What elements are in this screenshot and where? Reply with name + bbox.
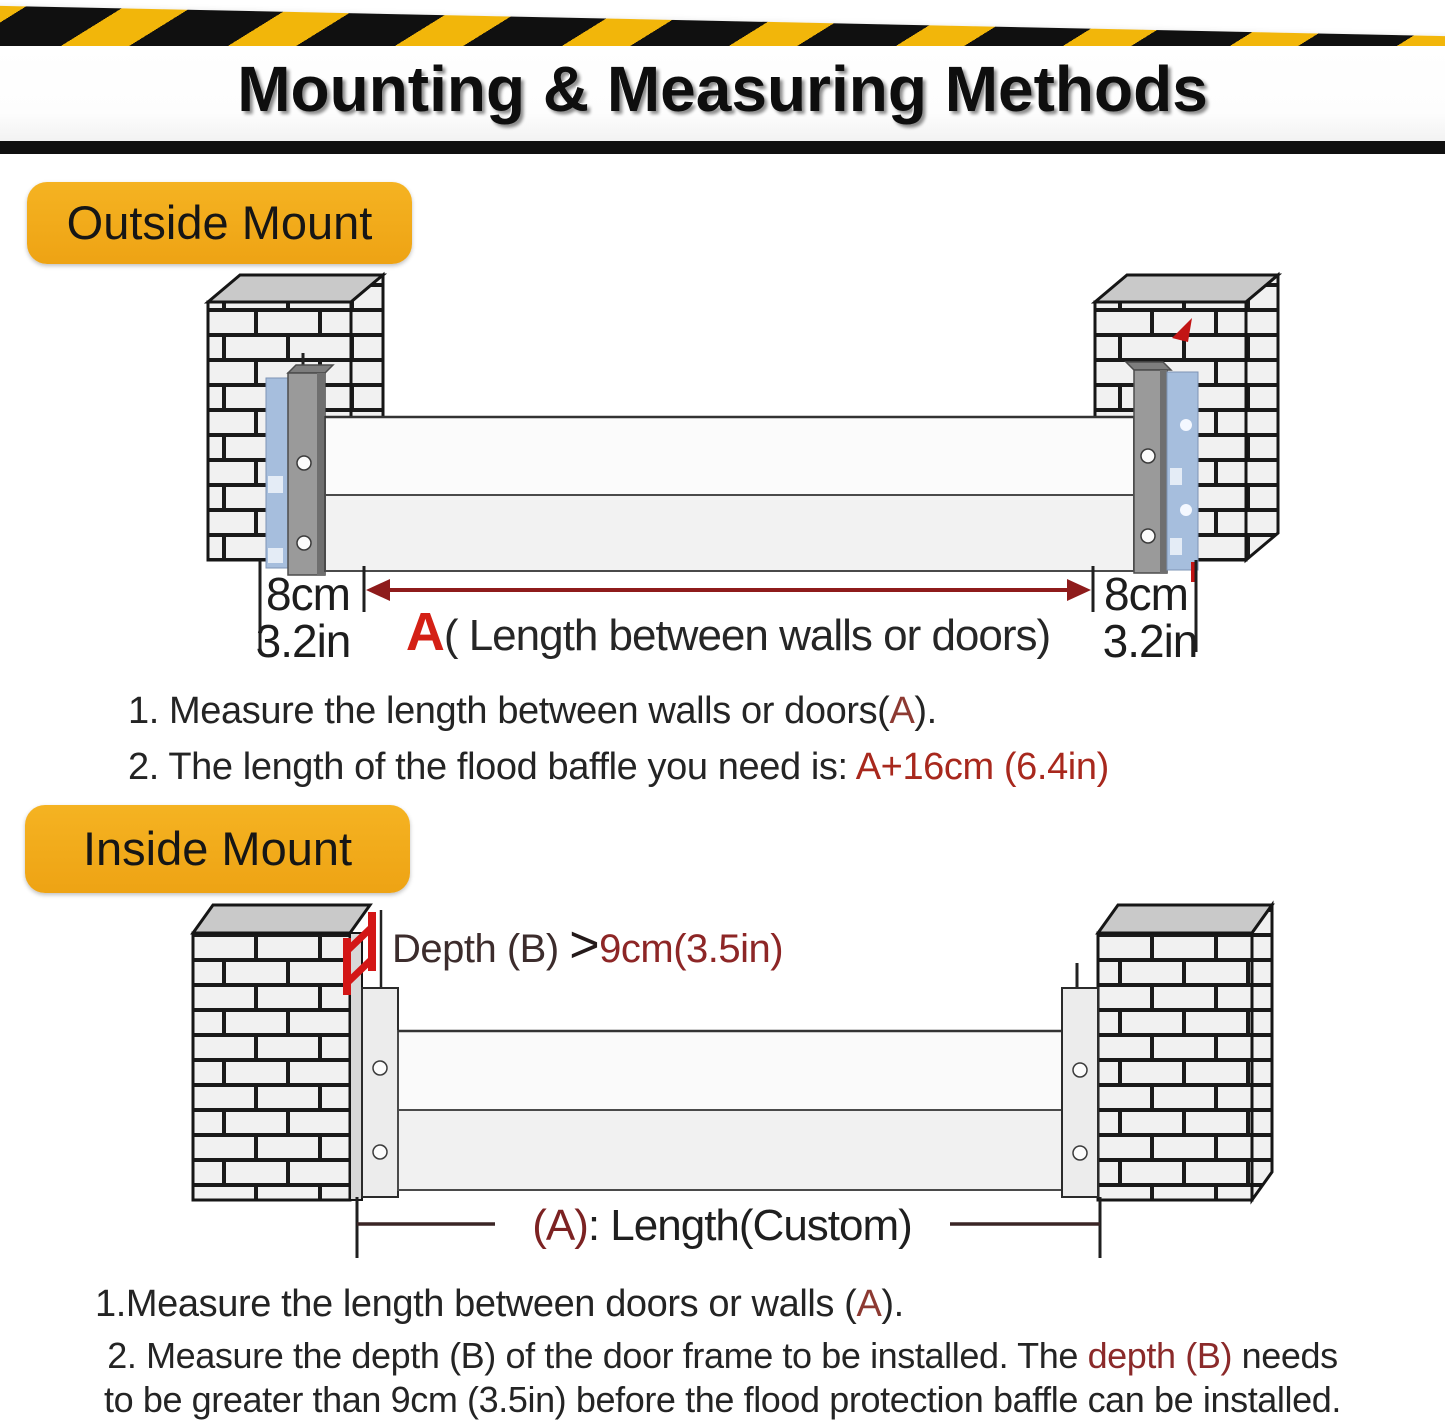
inside-step-1: 1.Measure the length between doors or walls (A). xyxy=(95,1283,904,1325)
inside-mount-diagram xyxy=(0,885,1445,1270)
depth-label: Depth (B) >9cm(3.5in) xyxy=(392,916,784,974)
span-label: A( Length between walls or doors) xyxy=(405,602,1051,662)
arrowhead-right-icon xyxy=(1067,579,1091,601)
outside-mount-diagram xyxy=(0,260,1445,680)
outside-step-2: 2. The length of the flood baffle you need is: A+16cm (6.4in) xyxy=(128,746,1109,788)
gap-left-in: 3.2in xyxy=(255,615,351,667)
outside-step-1: 1. Measure the length between walls or doors(A). xyxy=(128,690,937,732)
seal-strip-left xyxy=(266,378,288,568)
inside-mount-badge: Inside Mount xyxy=(25,805,410,893)
seal-strip-right xyxy=(1167,372,1198,570)
width-measurement xyxy=(256,560,1198,667)
gap-right-cm: 8cm xyxy=(1104,568,1188,620)
arrowhead-left-icon xyxy=(366,579,390,601)
length-measurement xyxy=(357,1197,1100,1258)
flood-barrier-panel xyxy=(398,1031,1062,1190)
brick-pillar-right xyxy=(1098,905,1272,1200)
flood-barrier-panel xyxy=(325,417,1134,571)
length-label: (A): Length(Custom) xyxy=(532,1201,912,1250)
gap-right-in: 3.2in xyxy=(1102,615,1198,667)
page-title: Mounting & Measuring Methods xyxy=(237,53,1208,125)
gap-left-cm: 8cm xyxy=(266,568,350,620)
outside-mount-badge: Outside Mount xyxy=(27,182,412,264)
inside-step-2: 2. Measure the depth (B) of the door frame to be installed. The depth (B) needs to be greater than 9cm (3.5in) before the flood protection baffle can be installed. xyxy=(104,1335,1341,1420)
header-divider-bar xyxy=(0,141,1445,154)
outside-steps xyxy=(128,690,1109,802)
mounting-channel-left xyxy=(362,988,398,1197)
mounting-channel-right xyxy=(1062,963,1098,1197)
